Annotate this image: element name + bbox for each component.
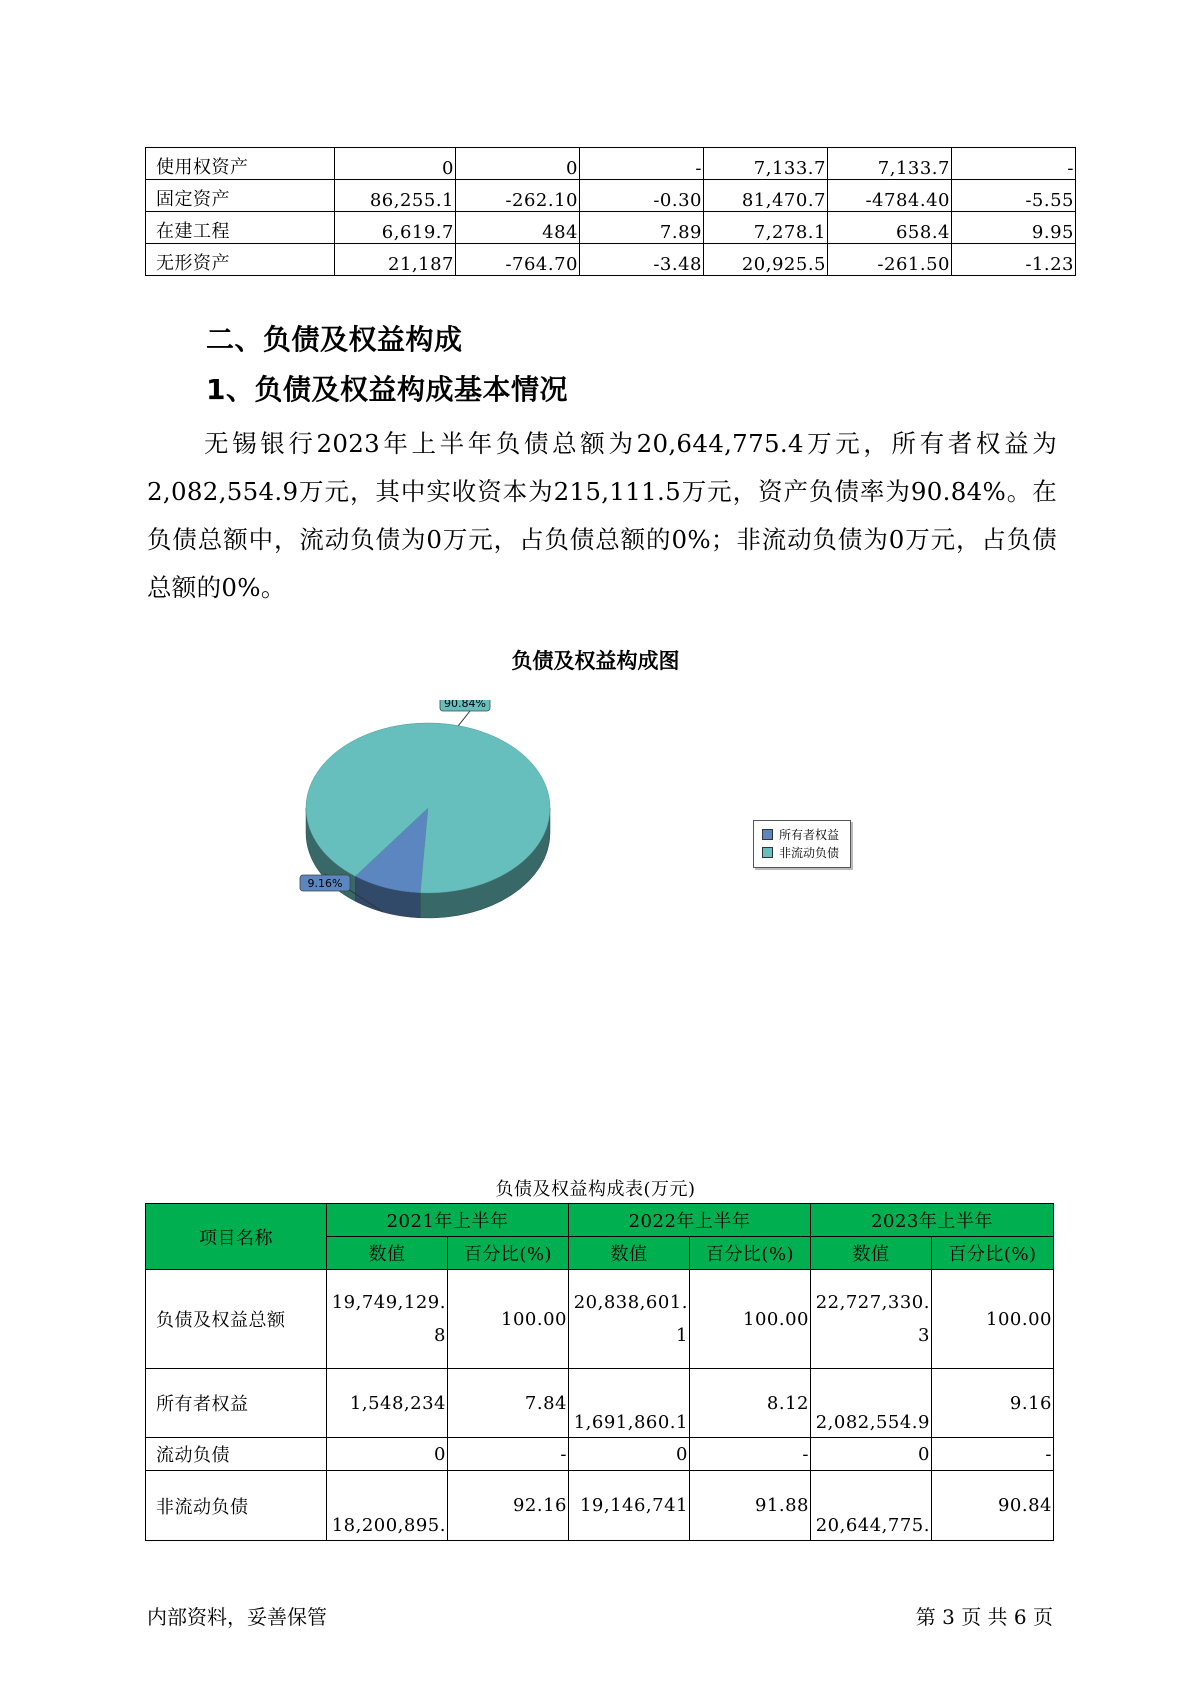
cell-percent: 9.16 [932,1369,1054,1438]
header-value: 数值 [569,1237,690,1270]
cell-value: 7,133.7 [828,148,952,180]
cell-value: 81,470.7 [704,180,828,212]
cell-percent: 100.00 [690,1270,811,1369]
data-label-leader [458,711,470,726]
legend-item-noncurrent [762,843,850,861]
cell-value: 658.4 [828,212,952,244]
cell-value: -5.55 [952,180,1076,212]
table-row [146,148,1076,180]
cell-percent: 92.16 [448,1471,569,1541]
legend-label-equity: 所有者权益 [779,827,840,842]
cell-value: 7.89 [580,212,704,244]
cell-percent: 90.84 [932,1471,1054,1541]
header-percent: 百分比(%) [932,1237,1054,1270]
cell-value: 20,644,775. [811,1471,932,1541]
table-caption: 负债及权益构成表(万元) [495,1179,696,1200]
cell-value: 19,146,741 [569,1471,690,1541]
cell-value: 18,200,895. [327,1471,448,1541]
row-label: 负债及权益总额 [146,1270,327,1369]
row-label: 固定资产 [146,180,335,212]
header-value: 数值 [811,1237,932,1270]
data-label: 9.16% [307,877,343,890]
table-row [146,244,1076,276]
table-row [146,212,1076,244]
row-label: 非流动负债 [146,1471,327,1541]
header-item-name: 项目名称 [146,1204,327,1270]
cell-value: -4784.40 [828,180,952,212]
cell-value: 7,278.1 [704,212,828,244]
subsection-heading: 1、负债及权益构成基本情况 [206,373,568,406]
header-year-2021: 2021年上半年 [327,1204,569,1237]
row-label: 无形资产 [146,244,335,276]
cell-value: -1.23 [952,244,1076,276]
cell-value: 1,691,860.1 [569,1369,690,1438]
liability-table [145,1203,1054,1541]
row-label: 流动负债 [146,1438,327,1471]
legend-item-equity [762,825,850,843]
cell-percent: 100.00 [932,1270,1054,1369]
cell-value: -3.48 [580,244,704,276]
summary-paragraph: 无锡银行2023年上半年负债总额为20,644,775.4万元，所有者权益为2,082,554.9万元，其中实收资本为215,111.5万元，资产负债率为90.84%。在负债总额中，流动负债为0万元，占负债总额的0%；非流动负债为0万元，占负债总额的0%。 [147,429,1057,602]
pie-slice [306,723,550,893]
pie-chart [290,700,590,980]
table-row [146,1369,1054,1438]
header-year-2022: 2022年上半年 [569,1204,811,1237]
table-row [146,1471,1054,1541]
row-label: 使用权资产 [146,148,335,180]
chart-title: 负债及权益构成图 [511,649,680,673]
chart-legend [753,820,851,868]
cell-value: 20,838,601.1 [569,1270,690,1369]
cell-value: -764.70 [456,244,580,276]
row-label: 在建工程 [146,212,335,244]
asset-table [145,147,1076,276]
cell-value: -0.30 [580,180,704,212]
table-row [146,1438,1054,1471]
cell-value: 21,187 [335,244,456,276]
cell-value: - [580,148,704,180]
footer-confidential: 内部资料，妥善保管 [147,1605,327,1629]
cell-value: 7,133.7 [704,148,828,180]
cell-value: 1,548,234 [327,1369,448,1438]
cell-value: 0 [335,148,456,180]
section-heading: 二、负债及权益构成 [206,323,463,356]
header-value: 数值 [327,1237,448,1270]
cell-value: 20,925.5 [704,244,828,276]
cell-value: 22,727,330.3 [811,1270,932,1369]
table-row [146,180,1076,212]
row-label: 所有者权益 [146,1369,327,1438]
cell-value: 86,255.1 [335,180,456,212]
cell-percent: 8.12 [690,1369,811,1438]
cell-value: 9.95 [952,212,1076,244]
page-number: 第 3 页 共 6 页 [915,1605,1053,1629]
cell-percent: - [448,1438,569,1471]
cell-percent: 91.88 [690,1471,811,1541]
header-percent: 百分比(%) [448,1237,569,1270]
cell-percent: - [690,1438,811,1471]
cell-value: 0 [811,1438,932,1471]
header-year-2023: 2023年上半年 [811,1204,1054,1237]
cell-percent: 100.00 [448,1270,569,1369]
cell-value: -261.50 [828,244,952,276]
cell-value: 0 [569,1438,690,1471]
cell-value: - [952,148,1076,180]
cell-value: -262.10 [456,180,580,212]
legend-swatch-noncurrent [762,847,773,858]
legend-swatch-equity [762,829,773,840]
cell-value: 0 [327,1438,448,1471]
cell-value: 2,082,554.9 [811,1369,932,1438]
cell-value: 0 [456,148,580,180]
legend-label-noncurrent: 非流动负债 [779,845,840,860]
data-label: 90.84% [444,700,486,710]
cell-value: 19,749,129.8 [327,1270,448,1369]
cell-percent: - [932,1438,1054,1471]
cell-value: 484 [456,212,580,244]
cell-percent: 7.84 [448,1369,569,1438]
header-percent: 百分比(%) [690,1237,811,1270]
cell-value: 6,619.7 [335,212,456,244]
table-row [146,1270,1054,1369]
